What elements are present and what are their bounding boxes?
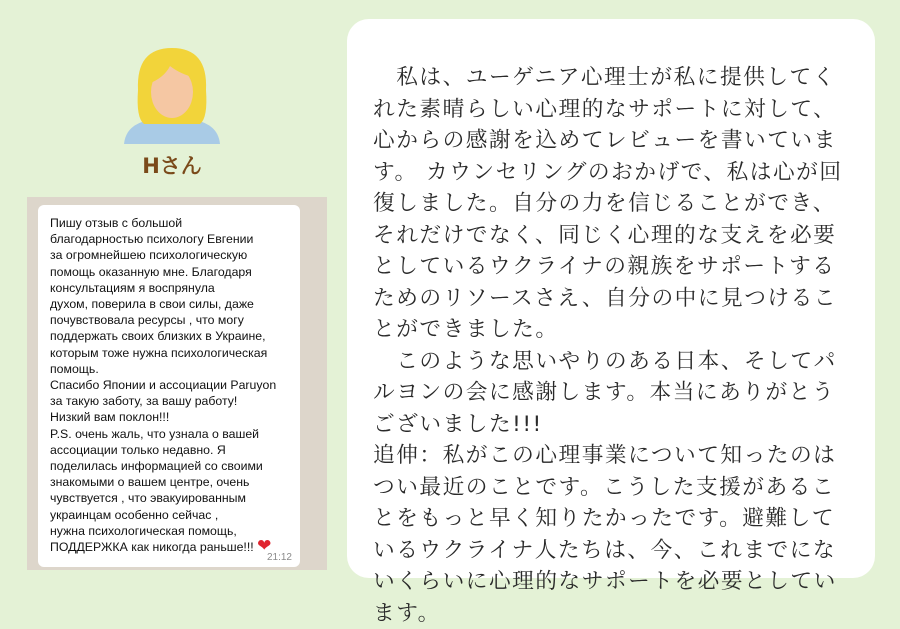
woman-avatar-icon [120, 44, 224, 144]
review-card [347, 19, 875, 626]
chat-message-text [50, 215, 290, 555]
avatar [120, 44, 224, 144]
chat-message-bubble [38, 205, 300, 567]
review-paragraph-1: 私は、ユーゲニア心理士が私に提供してくれた素晴らしい心理的なサポートに対して、心からの感謝を込めてレビューを書いています。 カウンセリングのおかげで、私は心が回復しました。自分の力を信じることができ、それだけでなく、同じく心理的な支えを必要としているウクライナの親族をサポートするためのリソースさえ、自分の中に見つけることができました。 [373, 65, 843, 342]
review-paragraph-2: このような思いやりのある日本、そしてパルヨンの会に感謝します。本当にありがとうございました!!! [373, 348, 837, 437]
review-paragraph-3: 追伸：私がこの心理事業について知ったのはつい最近のことです。こうした支援があることをもっと早く知りたかったです。避難しているウクライナ人たちは、今、これまでにないくらいに心理的なサポートを必要としています。 [373, 443, 837, 626]
red-heart-icon: ❤ [257, 536, 272, 556]
message-timestamp: 21:12 [266, 552, 292, 563]
chat-message-body: Пишу отзыв с большой благодарностью психологу Евгении за огромнейшею психологическую помощь оказанную мне. Благодаря консультациям я воспрянула духом, поверила в свои силы, даже почувствовала ресурсы , что могу поддержать своих близких в Украине, которым тоже нужна психологическая помощь. Спасибо Японии и ассоциации Paruyon за такую заботу, за вашу работу! Низкий вам поклон!!! P.S. очень жаль, что узнала о вашей ассоциации только недавно. Я поделилась информацией со своими знакомыми о вашем центре, очень чувствуется , что эвакуированным украинцам особенно сейчас , нужна психологическая помощь, ПОДДЕРЖКА как никогда раньше!!! [50, 216, 277, 555]
reviewer-name: Hさん [142, 154, 202, 178]
